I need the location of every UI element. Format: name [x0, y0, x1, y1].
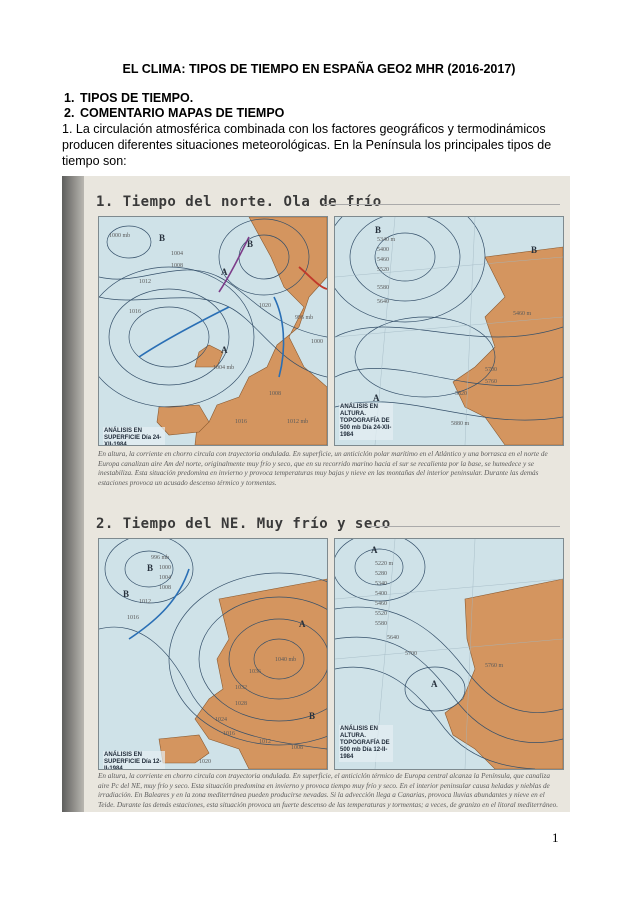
intro-paragraph: 1. La circulación atmosférica combinada con los factores geográficos y termodinámicos producen diferentes situaciones meteorológicas. En la Península los principales tipos de tiempo son: — [62, 122, 552, 168]
isobar-label: 1016 — [129, 309, 141, 315]
pressure-letter: A — [373, 393, 380, 403]
altitude-value: 5460 m — [513, 311, 532, 317]
pressure-letter: A — [371, 545, 378, 555]
altitude-value: 5580 — [377, 285, 389, 291]
altitude-value: 5760 — [485, 379, 497, 385]
topic-list — [64, 91, 285, 121]
altitude-value: 5400 — [377, 247, 389, 253]
surface-map-1-drawing — [99, 217, 327, 445]
altitude-value: 5220 m — [375, 561, 394, 567]
isobar-label: 1004 — [171, 251, 183, 257]
altitude-map-1 — [334, 216, 564, 446]
isobar-label: 1008 — [291, 745, 303, 751]
isobar-label: 1000 — [311, 339, 323, 345]
isobar-label: 1016 — [223, 731, 235, 737]
scanned-figure — [62, 176, 570, 812]
altitude-value: 5520 — [377, 267, 389, 273]
altitude-value: 5460 — [377, 257, 389, 263]
isobar-label: 1012 — [139, 599, 151, 605]
pressure-letter: A — [221, 267, 228, 277]
document-title: EL CLIMA: TIPOS DE TIEMPO EN ESPAÑA GEO2 MHR (2016-2017) — [122, 62, 516, 76]
pressure-letter: B — [247, 239, 254, 249]
isobar-label: 1008 — [159, 585, 171, 591]
section1-rule — [324, 204, 560, 205]
pressure-letter: A — [431, 679, 438, 689]
isobar-label: 1004 — [159, 575, 171, 581]
isobar-label: 1016 — [235, 419, 247, 425]
pressure-letter: B — [123, 589, 130, 599]
isobar-label: 1020 — [259, 303, 271, 309]
isobar-label: 996 mb — [295, 315, 314, 321]
altitude-value: 5580 — [375, 621, 387, 627]
altitude-value: 5460 — [375, 601, 387, 607]
isobar-label: 1008 — [171, 263, 183, 269]
pressure-letter: B — [147, 563, 154, 573]
pressure-letter: A — [221, 345, 228, 355]
isobar-label: 1000 mb — [109, 233, 131, 239]
altitude-value: 5640 — [387, 635, 399, 641]
list-number: 1. — [64, 91, 75, 105]
pressure-letter: B — [531, 245, 538, 255]
list-item — [64, 91, 284, 106]
isobar-label: 996 mb — [151, 555, 170, 561]
altitude-value: 5400 — [375, 591, 387, 597]
isobar-label: 1008 — [269, 391, 281, 397]
altitude-analysis-label: ANÁLISIS EN ALTURA. TOPOGRAFÍA DE 500 mb Día 12-II-1984 — [339, 725, 393, 762]
isobar-label: 1004 mb — [213, 365, 235, 371]
isobar-label: 1012 — [139, 279, 151, 285]
pressure-letter: B — [159, 233, 166, 243]
section1-caption: En altura, la corriente en chorro circula con trayectoria ondulada. En superficie, un anticiclón polar marítimo en el Atlántico y una borrasca en el norte de Europa canalizan aire Am del norte, originalmente muy frío y seco, que en su recorrido marino hacia el sur se recalienta por la base, se humedece y se inestabiliza. Esta situación predomina en invierno y provoca temperaturas muy bajas y nieve en las montañas del interior peninsular. Durante las demás estaciones provoca un acusado descenso térmico y tormentas. — [98, 450, 548, 487]
altitude-map-2 — [334, 538, 564, 770]
isobar-label: 1032 — [235, 685, 247, 691]
surface-map-2 — [98, 538, 328, 770]
isobar-label: 1000 — [159, 565, 171, 571]
list-number: 2. — [64, 106, 75, 120]
altitude-value: 5280 — [375, 571, 387, 577]
altitude-value: 5340 — [375, 581, 387, 587]
isobar-label: 1020 — [199, 759, 211, 765]
section2-title: 2. Tiempo del NE. Muy frío y seco — [96, 516, 391, 532]
surface-map-1 — [98, 216, 328, 446]
page-number: 1 — [552, 830, 559, 845]
altitude-value: 5640 — [377, 299, 389, 305]
isobar-label: 1024 — [215, 717, 227, 723]
pressure-letter: B — [309, 711, 316, 721]
isobar-label: 1028 — [235, 701, 247, 707]
section1-title: 1. Tiempo del norte. Ola de frío — [96, 194, 382, 210]
isobar-label: 1040 mb — [275, 657, 297, 663]
list-text: TIPOS DE TIEMPO. — [80, 91, 194, 105]
isobar-label: 1012 mb — [287, 419, 309, 425]
section2-rule — [368, 526, 560, 527]
section2-caption: En altura, la corriente en chorro circula con trayectoria ondulada. En superficie, el anticiclón térmico de Europa central alcanza la Península, que canaliza aire Pc del NE, muy frío y seco. Esta situación predomina en invierno y provoca tiempo muy frío y seco. En el interior peninsular causa heladas y nieblas de irradiación. En Baleares y en la zona mediterránea pueden producirse nevadas. Si la advección llega a Canarias, provoca lluvias abundantes y nieve en el Teide. Durante las demás estaciones, esta situación provoca un fuerte descenso de las temperaturas y tormentas; a veces, de granizo en el litoral mediterráneo. — [98, 772, 558, 809]
book-spine-shadow — [62, 176, 84, 812]
pressure-letter: B — [375, 225, 382, 235]
isobar-label: 1016 — [127, 615, 139, 621]
altitude-value: 5760 m — [485, 663, 504, 669]
altitude-value: 5340 m — [377, 237, 396, 243]
list-text: COMENTARIO MAPAS DE TIEMPO — [80, 106, 285, 120]
pressure-letter: A — [299, 619, 306, 629]
altitude-value: 5700 — [405, 651, 417, 657]
altitude-value: 5700 — [485, 367, 497, 373]
surface-analysis-label: ANÁLISIS EN SUPERFICIE Día 24-XII-1984 — [103, 427, 165, 446]
altitude-value: 5520 — [375, 611, 387, 617]
list-item — [64, 106, 285, 121]
isobar-label: 1012 — [259, 739, 271, 745]
surface-analysis-label: ANÁLISIS EN SUPERFICIE Día 12-II-1984 — [103, 751, 165, 770]
isobar-label: 1036 — [249, 669, 261, 675]
surface-map-2-drawing — [99, 539, 327, 769]
altitude-value: 5880 m — [451, 421, 470, 427]
altitude-analysis-label: ANÁLISIS EN ALTURA. TOPOGRAFÍA DE 500 mb Día 24-XII-1984 — [340, 404, 392, 438]
altitude-value: 5820 — [455, 391, 467, 397]
